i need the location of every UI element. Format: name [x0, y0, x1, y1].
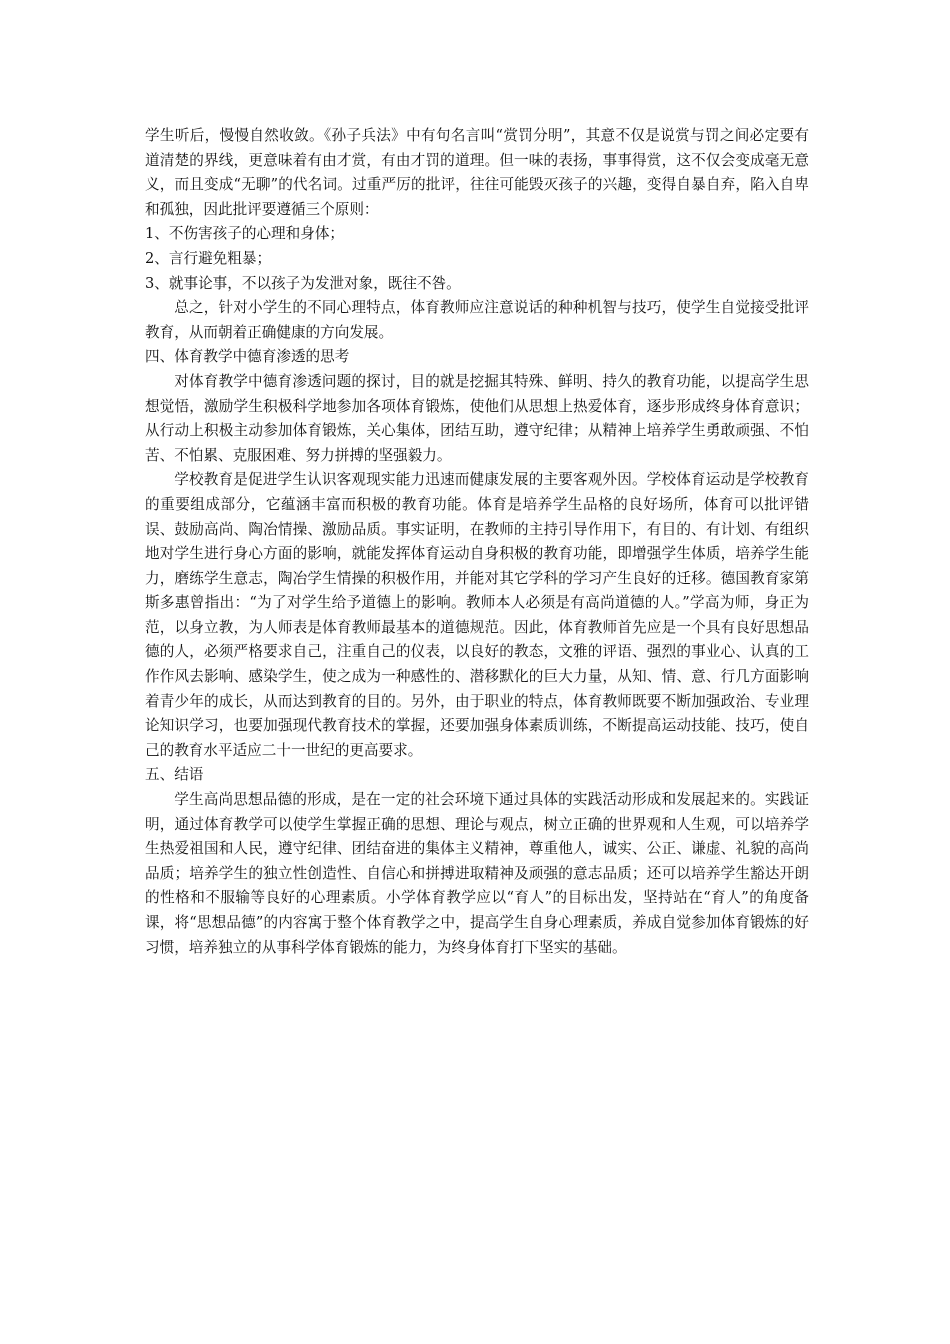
section-heading-4: 四、体育教学中德育渗透的思考	[145, 348, 350, 366]
section-heading-5: 五、结语	[145, 766, 204, 784]
paragraph-school-education: 学校教育是促进学生认识客观现实能力迅速而健康发展的主要客观外因。学校体育运动是学校教育的重要组成部分，它蕴涵丰富而积极的教育功能。体育是培养学生品格的良好场所，体育可以批评错误、鼓励高尚、陶冶情操、激励品质。事实证明，在教师的主持引导作用下，有目的、有计划、有组织地对学生进行身心方面的影响，就能发挥体育运动自身积极的教育功能，即增强学生体质，培养学生能力，磨练学生意志，陶冶学生情操的积极作用，并能对其它学科的学习产生良好的迁移。德国教育家第斯多惠曾指出：“为了对学生给予道德上的影响。教师本人必须是有高尚道德的人。”学高为师，身正为范，以身立教，为人师表是体育教师最基本的道德规范。因此，体育教师首先应是一个具有良好思想品德的人，必须严格要求自己，注重自己的仪表，以良好的教态，文雅的评语、强烈的事业心、认真的工作作风去影响、感染学生，使之成为一种感性的、潜移默化的巨大力量，从知、情、意、行几方面影响着青少年的成长，从而达到教育的目的。另外，由于职业的特点，体育教师既要不断加强政治、专业理论知识学习，也要加强现代教育技术的掌握，还要加强身体素质训练，不断提高运动技能、技巧，使自己的教育水平适应二十一世纪的更高要求。	[145, 471, 809, 759]
document-body	[145, 124, 809, 960]
paragraph-moral-education: 对体育教学中德育渗透问题的探讨，目的就是挖掘其特殊、鲜明、持久的教育功能，以提高学生思想觉悟，激励学生积极科学地参加各项体育锻炼，使他们从思想上热爱体育，逐步形成终身体育意识；从行动上积极主动参加体育锻炼，关心集体，团结互助，遵守纪律；从精神上培养学生勇敢顽强、不怕苦、不怕累、克服困难、努力拼搏的坚强毅力。	[145, 372, 809, 464]
principle-item-1: 1、不伤害孩子的心理和身体；	[145, 225, 345, 243]
paragraph-summary: 总之，针对小学生的不同心理特点，体育教师应注意说话的种种机智与技巧，使学生自觉接受批评教育，从而朝着正确健康的方向发展。	[145, 299, 809, 341]
paragraph-continuation: 学生听后，慢慢自然收敛。《孙子兵法》中有句名言叫“赏罚分明”，其意不仅是说赏与罚之间必定要有道清楚的界线，更意味着有由才赏，有由才罚的道理。但一味的表扬，事事得赏，这不仅会变成毫无意义，而且变成“无聊”的代名词。过重严厉的批评，往往可能毁灭孩子的兴趣，变得自暴自弃，陷入自卑和孤独，因此批评要遵循三个原则：	[145, 127, 809, 218]
principle-item-3: 3、就事论事，不以孩子为发泄对象，既往不咎。	[145, 274, 461, 292]
paragraph-conclusion: 学生高尚思想品德的形成，是在一定的社会环境下通过具体的实践活动形成和发展起来的。实践证明，通过体育教学可以使学生掌握正确的思想、理论与观点，树立正确的世界观和人生观，可以培养学生热爱祖国和人民，遵守纪律、团结奋进的集体主义精神，尊重他人，诚实、公正、谦虚、礼貌的高尚品质；培养学生的独立性创造性、自信心和拼搏进取精神及顽强的意志品质；还可以培养学生豁达开朗的性格和不服输等良好的心理素质。小学体育教学应以“育人”的目标出发，坚持站在“育人”的角度备课，将“思想品德”的内容寓于整个体育教学之中，提高学生自身心理素质，养成自觉参加体育锻炼的好习惯，培养独立的从事科学体育锻炼的能力，为终身体育打下坚实的基础。	[145, 791, 809, 956]
principle-item-2: 2、言行避免粗暴；	[145, 249, 272, 267]
